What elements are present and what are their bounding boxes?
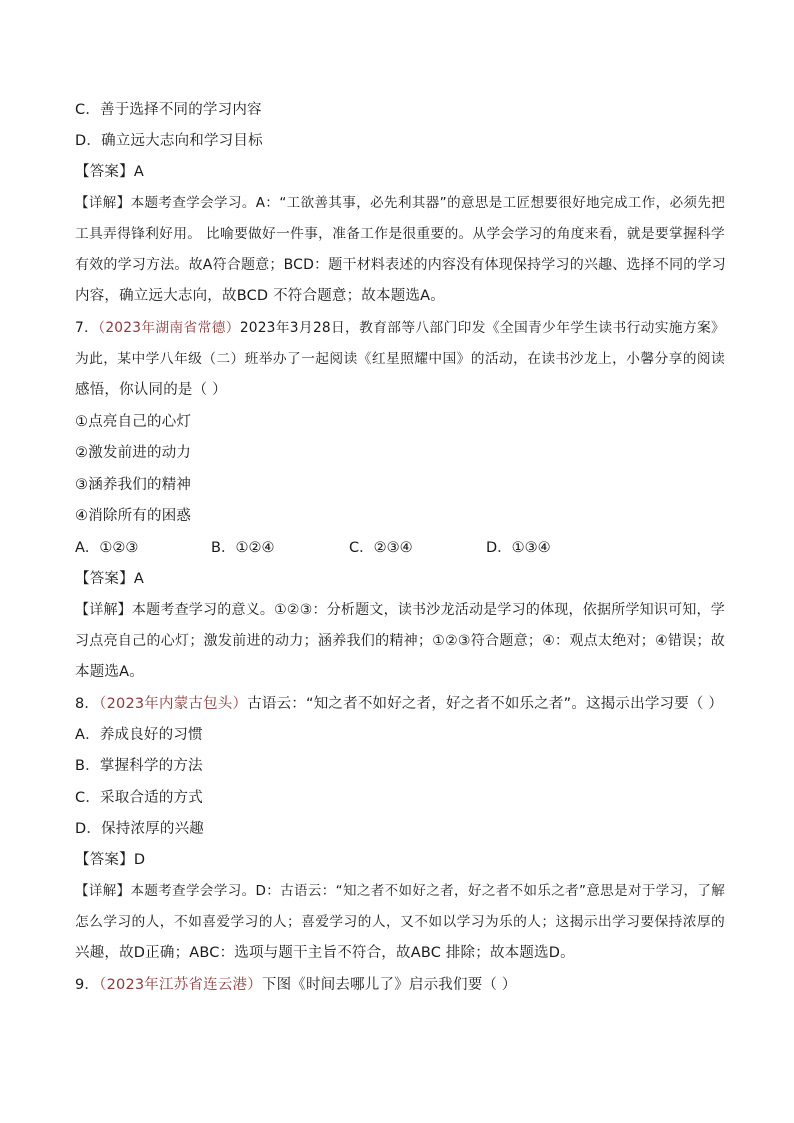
- q7-option-d: D．①③④: [486, 540, 551, 556]
- answer-value: A: [133, 164, 144, 180]
- q6-option-d: D．确立远大志向和学习目标: [75, 133, 263, 149]
- q7-explain-line-2: 习点亮自己的心灯；激发前进的动力；涵养我们的精神；①②③符合题意；④：观点太绝对；④错误；故: [75, 633, 725, 649]
- q8-stem: [75, 695, 725, 713]
- q8-answer: [75, 851, 725, 869]
- explain-tag: 【详解】: [75, 195, 131, 211]
- answer-value: A: [133, 571, 144, 587]
- q7-option-b: B．①②④: [211, 540, 275, 556]
- q7-stem-line-1: [75, 319, 725, 337]
- question-source: （2023年内蒙古包头）: [99, 696, 248, 712]
- q7-item-2: ②激发前进的动力: [75, 445, 192, 461]
- q7-item-1: ①点亮自己的心灯: [75, 414, 192, 430]
- q6-explain-line-2: 工具弄得锋利好用。 比喻要做好一件事，准备工作是很重要的。从学会学习的角度来看，就是要掌握科学: [75, 226, 725, 242]
- q7-stem-line-2: 为此，某中学八年级（二）班举办了一起阅读《红星照耀中国》的活动，在读书沙龙上，小馨分享的阅读: [75, 351, 725, 367]
- q6-explain-line-4: 内容，确立远大志向，故BCD 不符合题意；故本题选A。: [75, 288, 445, 304]
- q6-answer: [75, 163, 725, 181]
- explain-text: 本题考查学习的意义。①②③：分析题文，读书沙龙活动是学习的体现，依据所学知识可知，学: [131, 602, 725, 618]
- q6-explain-line-3: 有效的学习方法。故A符合题意；BCD：题干材料表述的内容没有体现保持学习的兴趣、选择不同的学习: [75, 257, 726, 273]
- q8-option-c: C．采取合适的方式: [75, 790, 203, 806]
- q9-stem: [75, 976, 725, 994]
- question-stem: 下图《时间去哪儿了》启示我们要（ ）: [261, 977, 517, 993]
- answer-tag: 【答案】: [75, 571, 134, 587]
- question-number: 9．: [75, 977, 100, 993]
- question-number: 7．: [75, 320, 99, 336]
- q7-explain-line-3: 本题选A。: [75, 664, 144, 680]
- q8-option-d: D．保持浓厚的兴趣: [75, 821, 204, 837]
- question-source: （2023年江苏省连云港）: [99, 977, 262, 993]
- explain-text: 本题考查学会学习。A：“工欲善其事，必先利其器”的意思是工匠想要很好地完成工作，必须先把: [130, 195, 725, 211]
- question-number: 8．: [75, 696, 100, 712]
- q7-stem-line-3: 感悟，你认同的是（ ）: [75, 382, 227, 398]
- explain-text: 本题考查学会学习。D：古语云：“知之者不如好之者，好之者不如乐之者”意思是对于学习，了解: [130, 883, 725, 899]
- q7-explain-line-1: [75, 601, 725, 619]
- question-source: （2023年湖南省常德）: [98, 320, 240, 336]
- answer-tag: 【答案】: [75, 164, 134, 180]
- q7-option-c: C．②③④: [349, 540, 413, 556]
- q8-explain-line-3: 兴趣，故D正确；ABC：选项与题干主旨不符合，故ABC 排除；故本题选D。: [75, 945, 575, 961]
- explain-tag: 【详解】: [75, 602, 132, 618]
- q6-option-c: C．善于选择不同的学习内容: [75, 102, 262, 118]
- explain-tag: 【详解】: [75, 883, 131, 899]
- q8-option-b: B．掌握科学的方法: [75, 758, 203, 774]
- question-stem: 2023年3月28日，教育部等八部门印发《全国青少年学生读书行动实施方案》: [239, 320, 725, 336]
- q8-explain-line-2: 怎么学习的人，不如喜爱学习的人；喜爱学习的人，又不如以学习为乐的人；这揭示出学习要保持浓厚的: [75, 914, 725, 930]
- q6-explain-line-1: [75, 194, 725, 212]
- q7-options-row: [75, 539, 725, 557]
- q7-item-3: ③涵养我们的精神: [75, 477, 192, 493]
- answer-tag: 【答案】: [75, 852, 134, 868]
- question-stem: 古语云：“知之者不如好之者，好之者不如乐之者”。这揭示出学习要（ ）: [247, 696, 724, 712]
- q7-item-4: ④消除所有的困惑: [75, 508, 192, 524]
- q8-option-a: A．养成良好的习惯: [75, 727, 203, 743]
- q7-answer: [75, 570, 725, 588]
- answer-value: D: [133, 852, 146, 868]
- q7-option-a: A．①②③: [75, 540, 139, 556]
- q8-explain-line-1: [75, 882, 725, 900]
